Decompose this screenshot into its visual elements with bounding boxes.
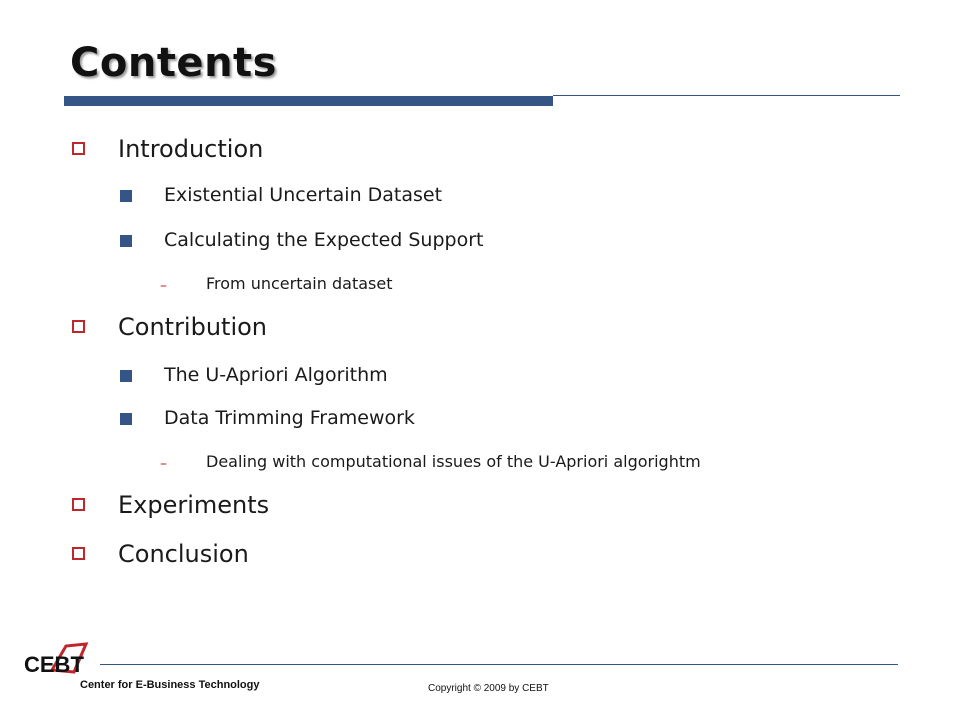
organization-name: Center for E-Business Technology bbox=[80, 679, 260, 691]
dash-icon: – bbox=[160, 278, 167, 294]
filled-square-icon bbox=[120, 190, 132, 202]
hollow-square-icon bbox=[72, 320, 85, 333]
outline-label: Calculating the Expected Support bbox=[164, 229, 484, 251]
outline-label: Introduction bbox=[118, 135, 264, 163]
filled-square-icon bbox=[120, 235, 132, 247]
svg-text:CEBT: CEBT bbox=[24, 652, 84, 677]
cebt-logo bbox=[22, 636, 102, 684]
outline-label: Contribution bbox=[118, 313, 268, 341]
title-underline-thick bbox=[64, 96, 553, 106]
outline-label: Existential Uncertain Dataset bbox=[164, 184, 443, 206]
outline-label: The U-Apriori Algorithm bbox=[164, 364, 388, 386]
hollow-square-icon bbox=[72, 498, 85, 511]
outline-label: Experiments bbox=[118, 491, 270, 519]
outline-label: From uncertain dataset bbox=[206, 274, 393, 293]
outline-label: Dealing with computational issues of the U-Apriori algorightm bbox=[206, 452, 701, 471]
filled-square-icon bbox=[120, 413, 132, 425]
dash-icon: – bbox=[160, 456, 167, 472]
outline-label: Conclusion bbox=[118, 540, 249, 568]
slide-title: Contents bbox=[70, 40, 277, 86]
hollow-square-icon bbox=[72, 547, 85, 560]
copyright-notice: Copyright © 2009 by CEBT bbox=[428, 683, 549, 694]
hollow-square-icon bbox=[72, 142, 85, 155]
title-underline-thin bbox=[553, 95, 900, 96]
filled-square-icon bbox=[120, 370, 132, 382]
footer-divider bbox=[100, 664, 898, 665]
outline-label: Data Trimming Framework bbox=[164, 407, 415, 429]
